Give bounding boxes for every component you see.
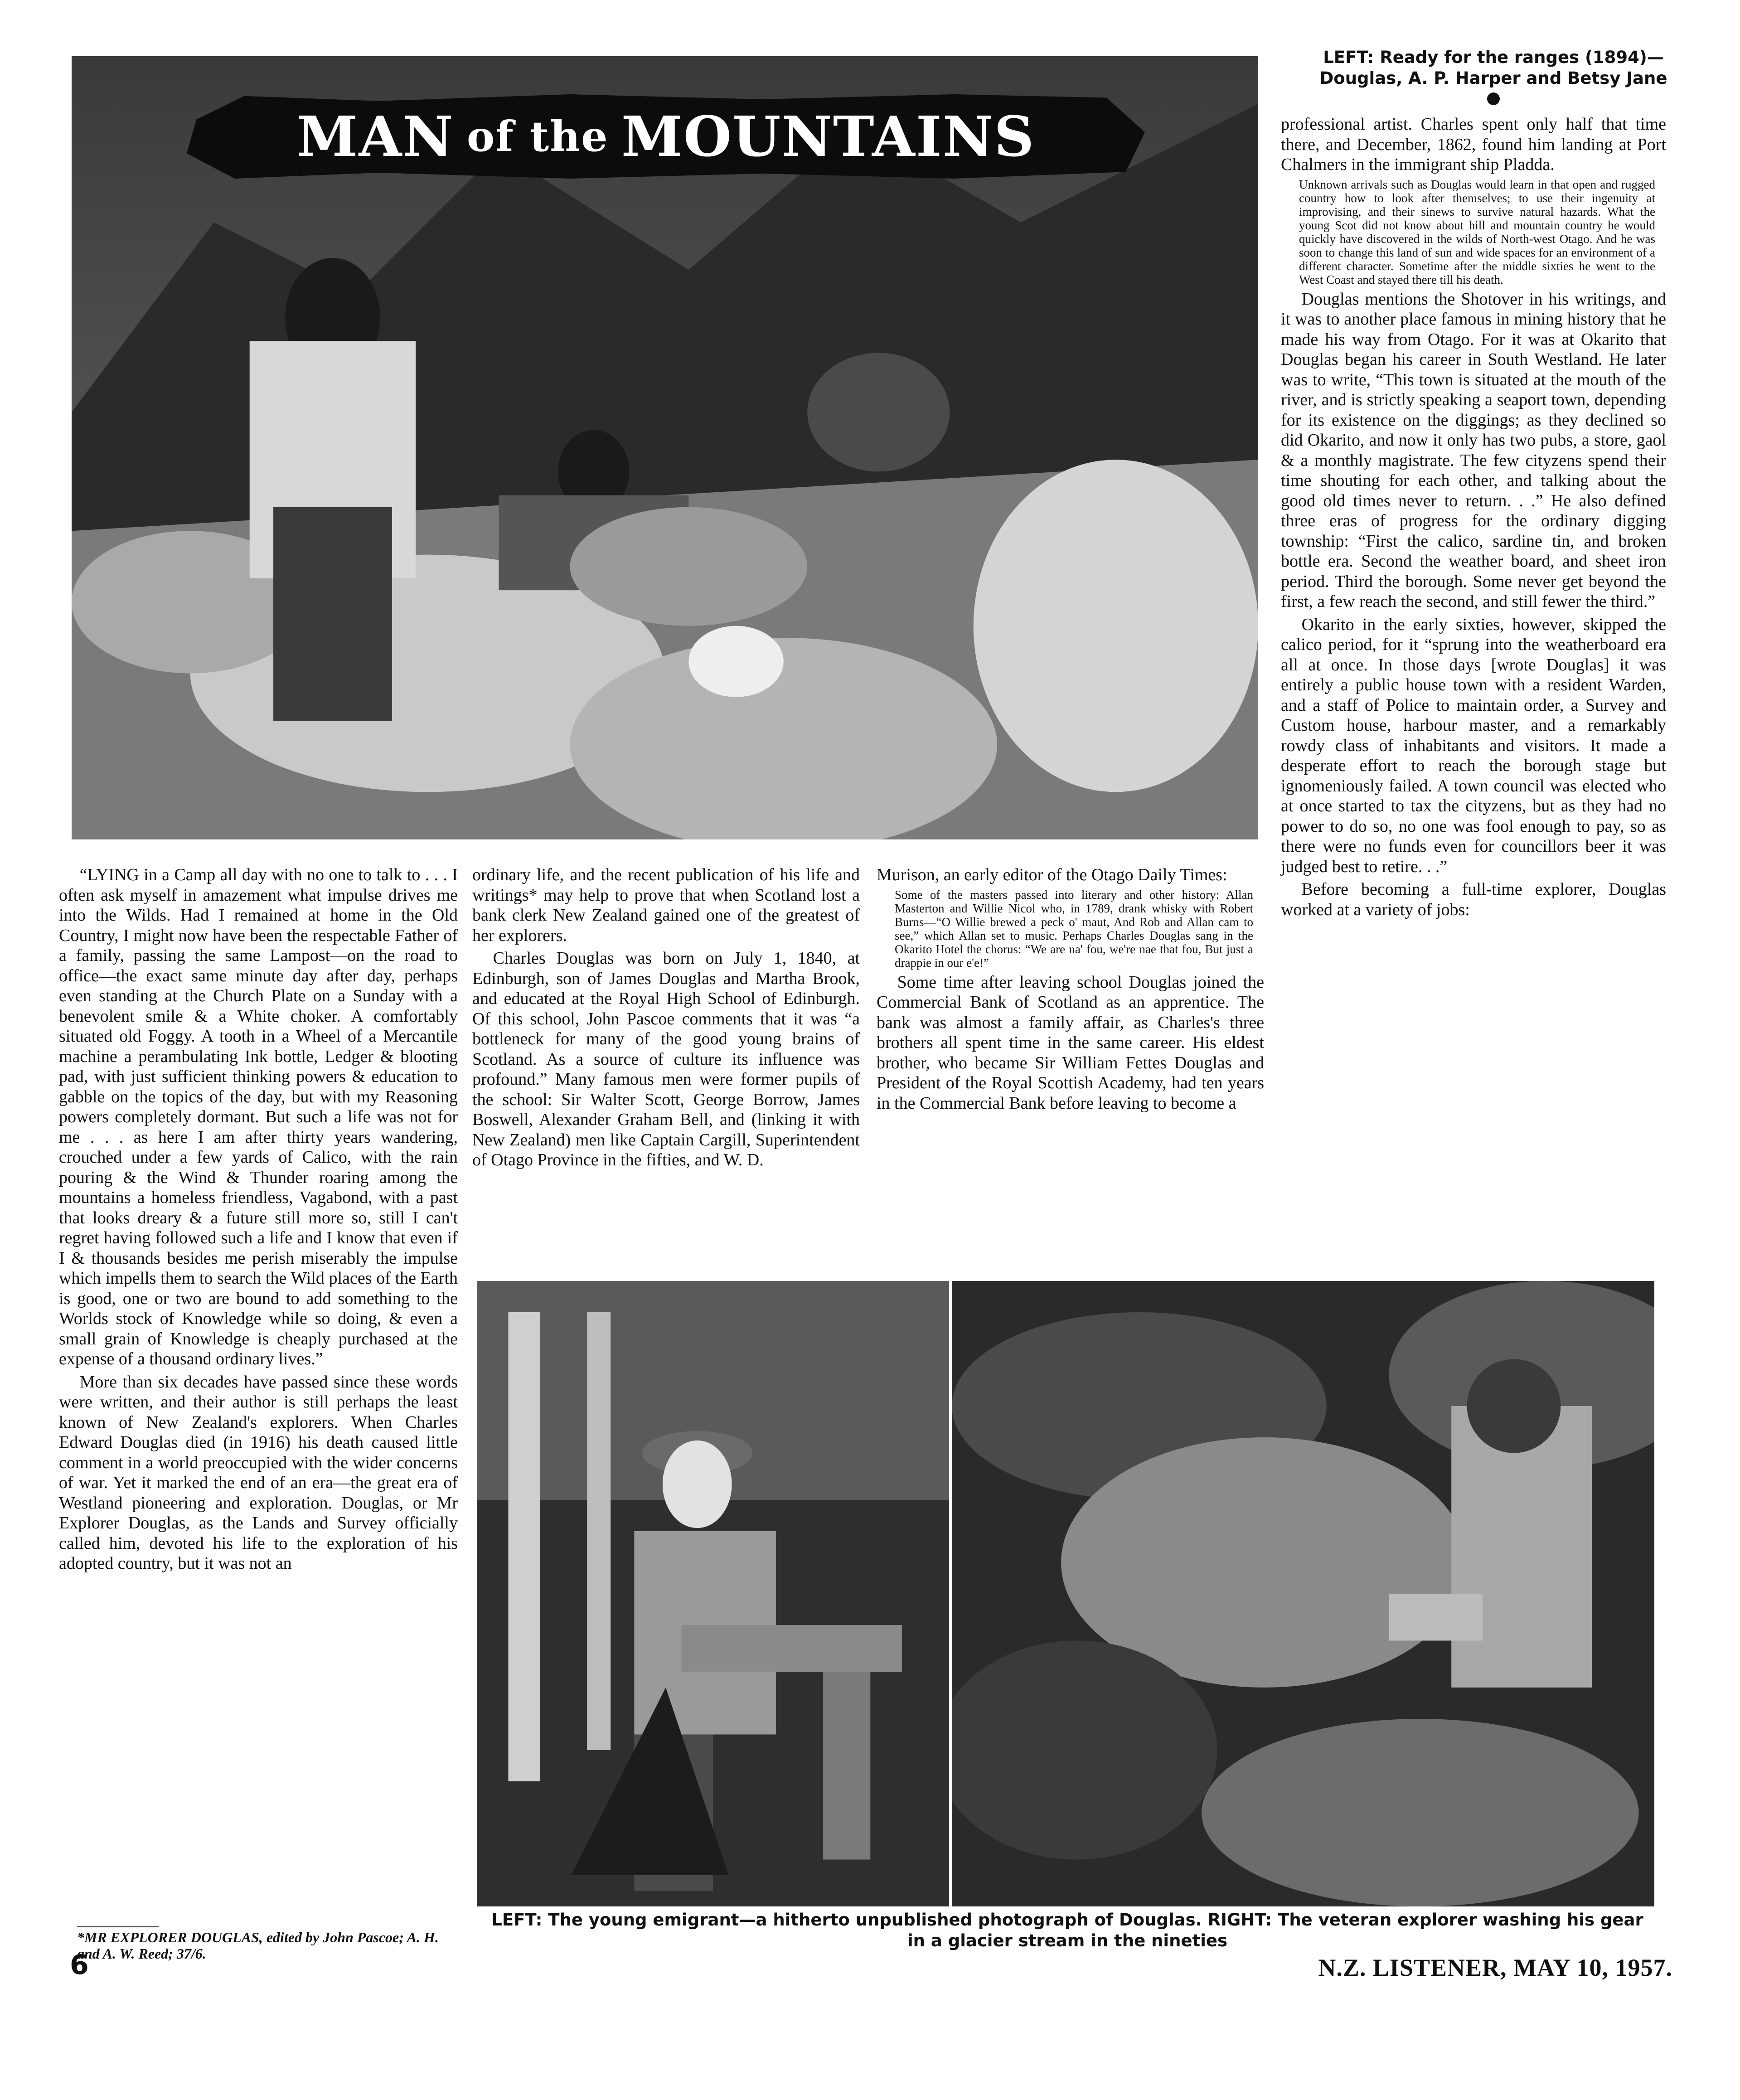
col-c-paragraph-1: Murison, an early editor of the Otago Daily Times: [877,865,1227,884]
col-c-quote: Some of the masters passed into literary and other history: Allan Masterton and Willie Nicol who, in 1789, drank whisky with Robert Burns—“O Willie brewed a peck o' maut, And Rob and Allan cam to see,” which Allan set to music. Perhaps Charles Douglas sang in the Okarito Hotel the chorus: “We are na' fou, we're nae that fou, But just a drappie in our e'e!” [895,888,1253,970]
top-caption-line-2: Douglas, A. P. Harper and Betsy Jane [1319,68,1667,88]
top-caption [1269,47,1718,105]
col-d-paragraph-4: Before becoming a full-time explorer, Douglas worked at a variety of jobs: [1281,880,1666,919]
col-b-paragraph-1: ordinary life, and the recent publication of his life and writings* may help to prove that when Scotland lost a bank clerk New Zealand gained one of the greatest of her explorers. [472,865,860,945]
page-number: 6 [70,1949,89,1981]
top-caption-line-1: LEFT: Ready for the ranges (1894)— [1323,48,1664,67]
column-d [1281,114,1666,922]
col-d-paragraph-3: Okarito in the early sixties, however, skipped the calico period, for it “sprung into the weatherboard era all at once. In those days [wrote Douglas] it was entirely a public house town with a resident Warden, and a staff of Police to maintain order, a Survey and Custom house, harbour master, and a remarkably rowdy class of inhabitants and visitors. It made a desperate effort to reach the borough stage but ignomeniously failed. A town council was elected who at once started to tax the cityzens, but as they had no power to do so, no one was fool enough to pay, so as there were no funds even for councillors beer it was judged best to retire. . .” [1281,615,1666,876]
col-b-paragraph-2: Charles Douglas was born on July 1, 1840, at Edinburgh, son of James Douglas and Martha Brook, and educated at the Royal High School of Edinburgh. Of this school, John Pascoe comments that it was “a bottleneck for many of the good young brains of Scotland. As a source of culture its influence was profound.” Many famous men were former pupils of the school: Sir Walter Scott, George Borrow, James Boswell, Alexander Graham Bell, and (linking it with New Zealand) men like Captain Cargill, Superintendent of Otago Province in the fifties, and W. D. [472,949,860,1169]
col-a-paragraph-1: “LYING in a Camp all day with no one to talk to . . . I often ask myself in amazement what impulse drives me into the Wilds. Had I remained at home in the Old Country, I might now have been the respectable Father of a family, passing the same Lampost—on the road to office—the exact same minute day after day, perhaps even standing at the Church Plate on a Sunday with a benevolent smile & a White choker. A comfortably situated old Foggy. A tooth in a Wheel of a Mercantile machine a perambulating Ink bottle, Ledger & blooting pad, with just sufficient thinking powers & education to gabble on the topics of the day, but with my Reasoning powers completely dormant. But such a life was not for me . . . as here I am after thirty years wandering, crouched under a few yards of Calico, with the rain pouring & the Wind & Thunder roaring among the mountains a homeless friendless, Vagabond, with a past that looks dreary & a future still more so, still I can't regret having followed such a life and I know that even if I & thousands besides me perish miserably the impulse which impells them to search the Wild places of the Earth is good, one or two are bound to add something to the Worlds stock of Knowledge while so doing, & even a small grain of Knowledge is cheaply purchased at the expense of a thousand ordinary lives.” [59,865,458,1368]
col-d-paragraph-1: professional artist. Charles spent only half that time there, and December, 1862, found him landing at Port Chalmers in the immigrant ship Pladda. [1281,115,1666,174]
headline-part-3: MOUNTAINS [621,104,1035,169]
column-c [877,865,1264,1116]
bottom-caption-text: LEFT: The young emigrant—a hitherto unpublished photograph of Douglas. RIGHT: The veteran explorer washing his gear in a glacier stream in the nineties [491,1910,1643,1950]
footnote [77,1926,458,1962]
bottom-caption [480,1910,1654,1951]
headline-part-2: of the [466,112,609,161]
column-b [472,865,860,1173]
veteran-explorer-photo [952,1281,1654,1906]
masthead: N.Z. LISTENER, MAY 10, 1957. [1318,1954,1672,1981]
column-a [59,865,458,1576]
col-d-quote: Unknown arrivals such as Douglas would learn in that open and rugged country how to look after themselves; to use their ingenuity at improvising, and their sinews to survive natural hazards. What the young Scot did not know about hill and mountain country he would quickly have discovered in the wilds of North-west Otago. And he was soon to change this land of sun and wide spaces for an environment of a different character. Sometime after the middle sixties he went to the West Coast and stayed there till his death. [1299,177,1655,286]
young-emigrant-photo [477,1281,949,1906]
col-c-paragraph-2: Some time after leaving school Douglas joined the Commercial Bank of Scotland as an apprentice. The bank was almost a family affair, as Charles's three brothers all spent time in the same career. His eldest brother, who became Sir William Fettes Douglas and President of the Royal Scottish Academy, had ten years in the Commercial Bank before leaving to become a [877,972,1264,1113]
bullet-dot-icon [1487,92,1500,105]
col-a-paragraph-2: More than six decades have passed since these words were written, and their author is still perhaps the least known of New Zealand's explorers. When Charles Edward Douglas died (in 1916) his death caused little comment in a world preoccupied with the wider concerns of war. Yet it marked the end of an era—the great era of Westland pioneering and exploration. Douglas, or Mr Explorer Douglas, as the Lands and Survey officially called him, devoted his life to the exploration of his adopted country, but it was not an [59,1372,458,1573]
footnote-text: *MR EXPLORER DOUGLAS, edited by John Pascoe; A. H. and A. W. Reed; 37/6. [77,1929,439,1962]
col-d-paragraph-2: Douglas mentions the Shotover in his writings, and it was to another place famous in mining history that he made his way from Otago. For it was at Okarito that Douglas began his career in South Westland. He later was to write, “This town is situated at the mouth of the river, and is strictly speaking a seaport town, depending for its existence on the diggings; as they declined so did Okarito, and now it only has two pubs, a store, gaol & a monthly magistrate. The few cityzens spend their time shouting for each other, and talking about the good old times never to return. . .” He also defined three eras of progress for the ordinary digging township: “First the calico, sardine tin, and broken bottle era. Second the weather board, and sheet iron period. Third the borough. Some never get beyond the first, a few reach the second, and still fewer the third.” [1281,289,1666,611]
headline [187,94,1145,179]
headline-part-1: MAN [296,104,454,169]
